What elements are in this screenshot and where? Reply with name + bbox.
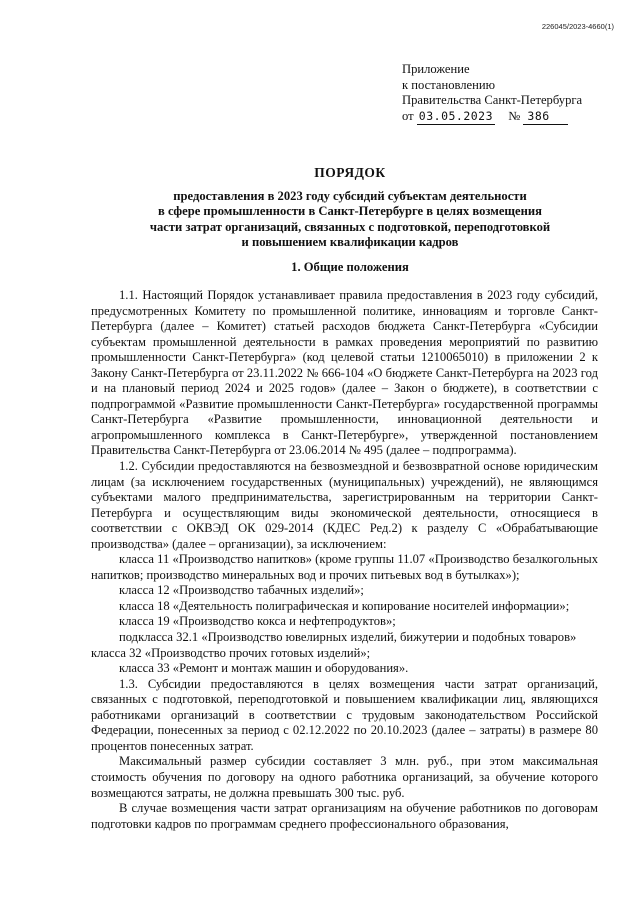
paragraph-reimbursement-case: В случае возмещения части затрат организациям на обучение работников по договорам подготовки кадров по программам среднего профессионального образования,	[91, 801, 598, 831]
from-label: от	[402, 108, 414, 123]
appendix-line-2: к постановлению	[402, 77, 496, 92]
exclusion-class-19: класса 19 «Производство кокса и нефтепродуктов»;	[119, 614, 396, 629]
document-body	[91, 288, 598, 832]
exclusion-subclass-32-1: подкласса 32.1 «Производство ювелирных изделий, бижутерии и подобных товаров»	[119, 630, 577, 645]
title-line-3: части затрат организаций, связанных с подготовкой, переподготовкой	[149, 219, 551, 234]
paragraph-1-1: 1.1. Настоящий Порядок устанавливает правила предоставления в 2023 году субсидий, предусмотренных Комитету по промышленной политике, инновациям и торговле Санкт-Петербурга (далее – Комитет) статьей расходов бюджета Санкт-Петербурга «Субсидии субъектам промышленной деятельности в рамках проведения мероприятий по развитию промышленности Санкт-Петербурга» (код целевой статьи 1210065010) в приложении 2 к Закону Санкт-Петербурга от 23.11.2022 № 666-104 «О бюджете Санкт-Петербурга на 2023 год и на плановый период 2024 и 2025 годов» (далее – Закон о бюджете), в соответствии с подпрограммой «Развитие промышленности Санкт-Петербурга» государственной программы Санкт-Петербурга «Развитие промышленности, инновационной деятельности и агропромышленного комплекса в Санкт-Петербурге», утвержденной постановлением Правительства Санкт-Петербурга от 23.06.2014 № 495 (далее – подпрограмма).	[91, 288, 598, 458]
exclusion-class-18: класса 18 «Деятельность полиграфическая и копирование носителей информации»;	[119, 598, 570, 613]
title-line-1: предоставления в 2023 году субсидий субъектам деятельности	[173, 188, 527, 203]
exclusion-class-12: класса 12 «Производство табачных изделий»;	[119, 583, 364, 598]
exclusion-class-11: класса 11 «Производство напитков» (кроме группы 11.07 «Производство безалкогольных напитков; производство минеральных вод и прочих питьевых вод в бутылках»);	[91, 552, 598, 582]
decree-number: 386	[523, 109, 567, 126]
exclusion-class-32: класса 32 «Производство прочих готовых изделий»;	[91, 645, 371, 660]
appendix-block	[402, 62, 612, 125]
document-id: 226045/2023-4660(1)	[541, 22, 614, 31]
number-label: №	[508, 108, 521, 123]
paragraph-max-subsidy: Максимальный размер субсидии составляет 3 млн. руб., при этом максимальная стоимость обучения по договору на одного работника организаций, за обучение которого возмещаются затраты, не должна превышать 300 тыс. руб.	[91, 754, 598, 800]
title-line-2: в сфере промышленности в Санкт-Петербурге в целях возмещения	[158, 204, 542, 219]
appendix-date-line	[402, 109, 612, 126]
section-heading: 1. Общие положения	[291, 260, 409, 274]
appendix-line-1: Приложение	[402, 62, 470, 76]
title-main: ПОРЯДОК	[314, 165, 386, 180]
document-title	[110, 165, 590, 251]
decree-date: 03.05.2023	[417, 109, 495, 126]
title-line-4: и повышением квалификации кадров	[241, 235, 459, 250]
paragraph-1-3: 1.3. Субсидии предоставляются в целях возмещения части затрат организаций, связанных с подготовкой, переподготовкой и повышением квалификации лиц, являющихся работниками организаций в соответствии с трудовым законодательством Российской Федерации, понесенных за период с 02.12.2022 по 20.10.2023 (далее – затраты) в размере 80 процентов понесенных затрат.	[91, 676, 598, 753]
exclusion-class-33: класса 33 «Ремонт и монтаж машин и оборудования».	[119, 661, 409, 676]
appendix-line-3: Правительства Санкт-Петербурга	[402, 93, 583, 108]
paragraph-1-2: 1.2. Субсидии предоставляются на безвозмездной и безвозвратной основе юридическим лицам (за исключением государственных (муниципальных) учреждений), не являющимся субъектами малого предпринимательства, зарегистрированным на территории Санкт-Петербурга и осуществляющим виды экономической деятельности, относящиеся в соответствии с ОКВЭД ОК 029-2014 (КДЕС Ред.2) к разделу С «Обрабатывающие производства» (далее – организации), за исключением:	[91, 459, 598, 551]
